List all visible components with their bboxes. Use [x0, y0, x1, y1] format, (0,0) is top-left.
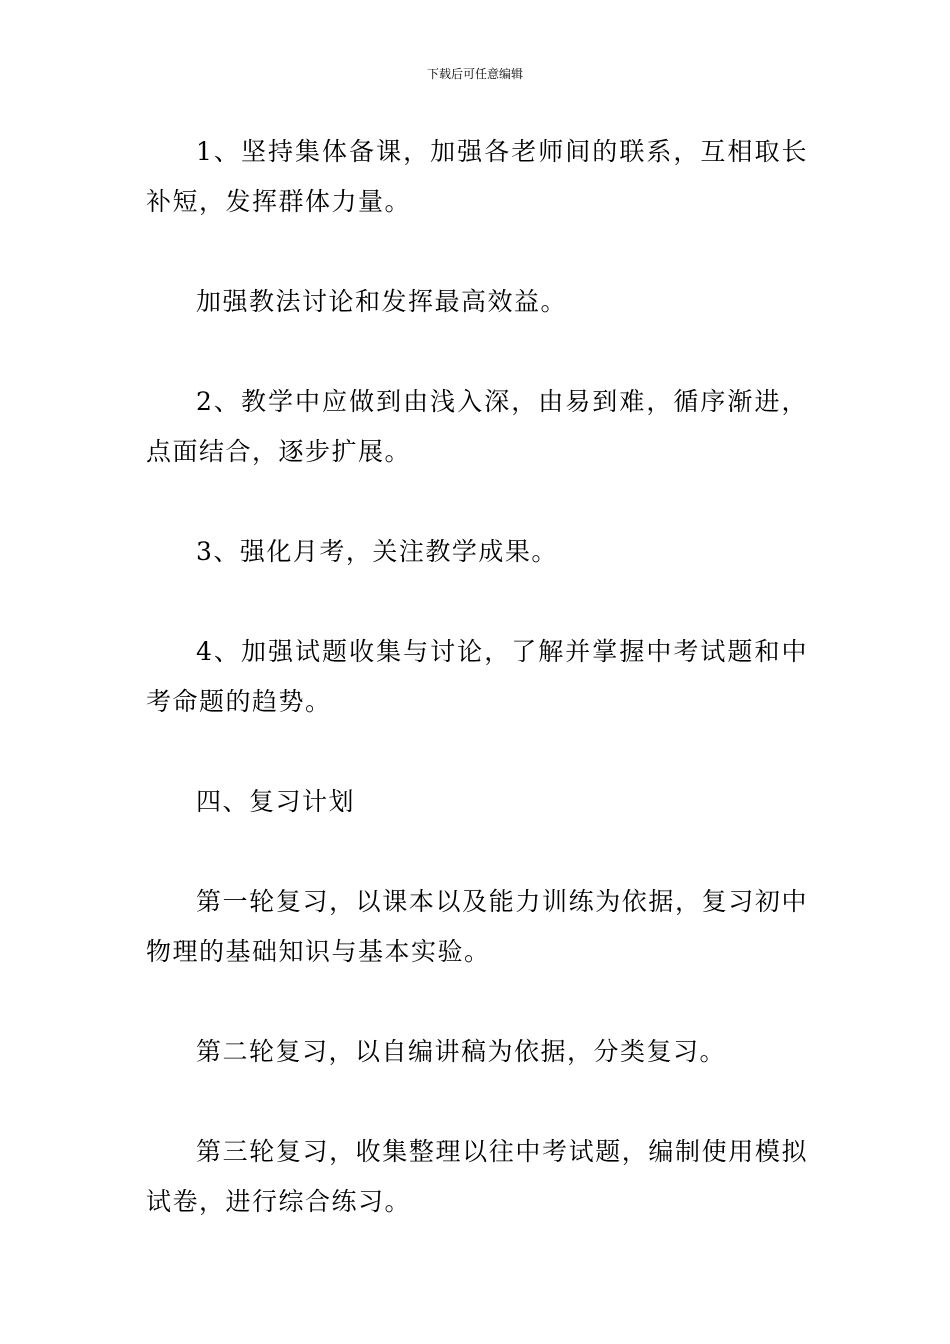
paragraph-2: 加强教法讨论和发挥最高效益。	[196, 287, 568, 316]
page-header: 下载后可任意编辑	[426, 67, 523, 81]
paragraph-5: 4、加强试题收集与讨论，了解并掌握中考试题和中考命题的趋势。	[146, 637, 808, 716]
paragraph-1: 1、坚持集体备课，加强各老师间的联系，互相取长补短，发挥群体力量。	[146, 137, 808, 216]
paragraph-4: 3、强化月考，关注教学成果。	[196, 537, 558, 566]
section-heading: 四、复习计划	[196, 787, 356, 816]
paragraph-9: 第三轮复习，收集整理以往中考试题，编制使用模拟试卷，进行综合练习。	[146, 1137, 808, 1216]
paragraph-8: 第二轮复习，以自编讲稿为依据，分类复习。	[196, 1037, 727, 1066]
paragraph-7: 第一轮复习，以课本以及能力训练为依据，复习初中物理的基础知识与基本实验。	[146, 887, 808, 966]
document-body	[146, 127, 808, 1227]
paragraph-3: 2、教学中应做到由浅入深，由易到难，循序渐进，点面结合，逐步扩展。	[146, 387, 808, 466]
